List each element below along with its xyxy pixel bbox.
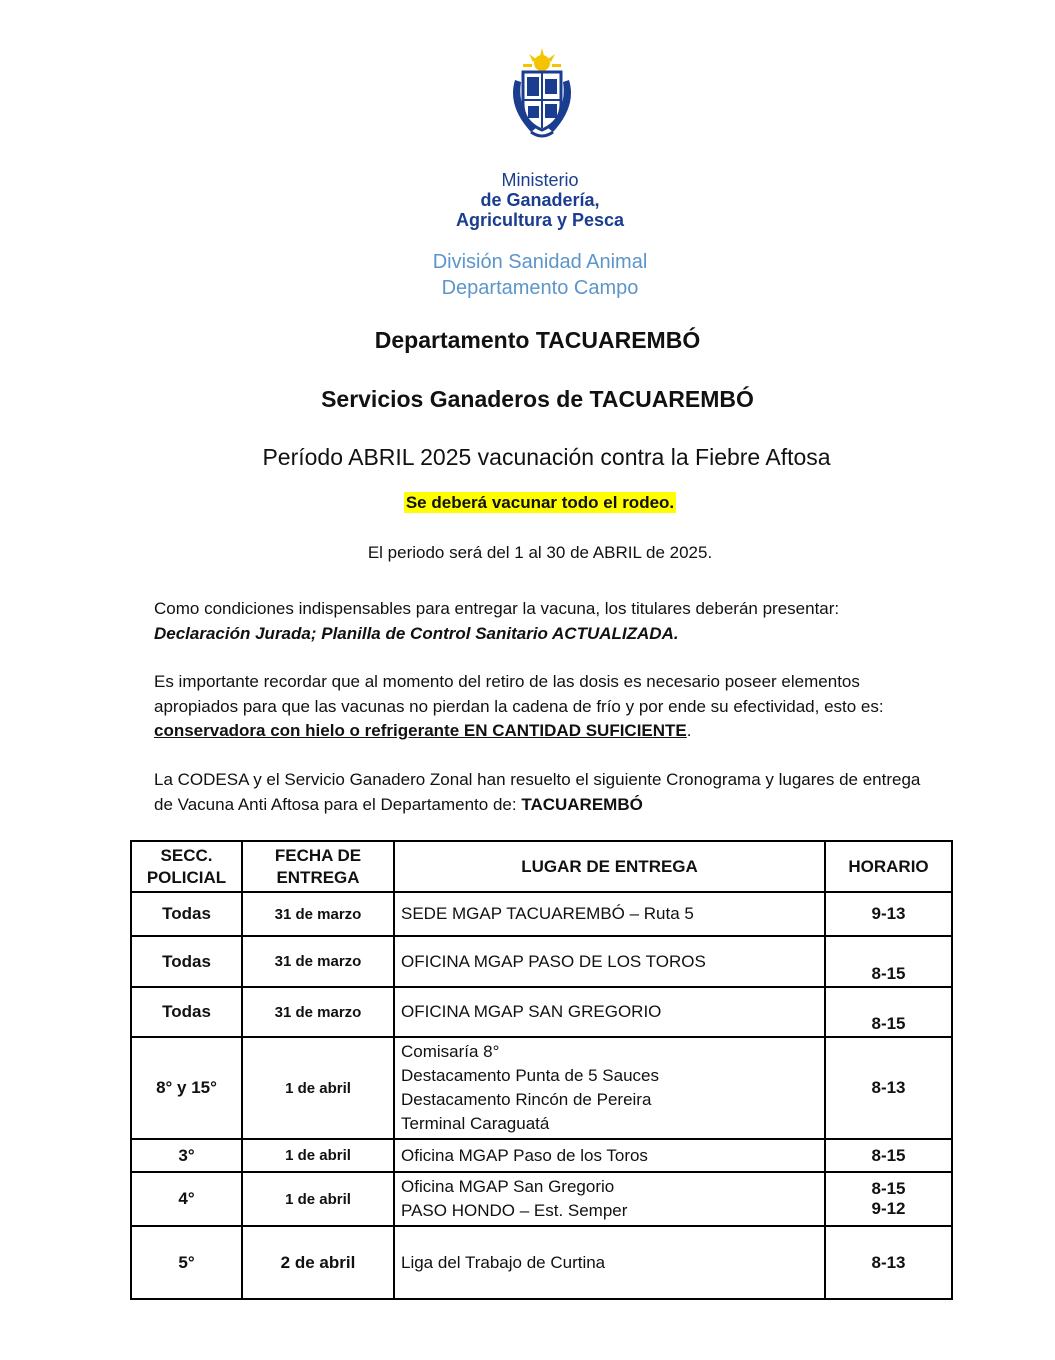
lugar-line: Oficina MGAP San Gregorio xyxy=(401,1177,615,1196)
cell-horario: 8-15 xyxy=(825,987,952,1037)
cell-fecha: 1 de abril xyxy=(242,1172,394,1226)
cell-fecha: 1 de abril xyxy=(242,1139,394,1172)
cell-lugar: Liga del Trabajo de Curtina xyxy=(394,1226,825,1299)
schedule-text: La CODESA y el Servicio Ganadero Zonal han resuelto el siguiente Cronograma y lugares de entrega de Vacuna Anti Aftosa para el Departamento de: xyxy=(154,770,921,814)
cell-horario: 8-15 xyxy=(825,1139,952,1172)
header-lugar: LUGAR DE ENTREGA xyxy=(394,841,825,892)
schedule-table xyxy=(130,840,953,1300)
table-row xyxy=(131,1037,952,1139)
cell-fecha: 31 de marzo xyxy=(242,892,394,936)
lugar-line: Terminal Caraguatá xyxy=(401,1114,550,1133)
cell-secc: 5° xyxy=(131,1226,242,1299)
lugar-line: Destacamento Rincón de Pereira xyxy=(401,1090,652,1109)
schedule-department: TACUAREMBÓ xyxy=(521,794,643,814)
lugar-line: Comisaría 8° xyxy=(401,1042,500,1061)
cell-lugar: SEDE MGAP TACUAREMBÓ – Ruta 5 xyxy=(394,892,825,936)
cell-secc: Todas xyxy=(131,936,242,987)
ministry-line-1: Ministerio xyxy=(501,170,579,190)
cold-chain-requirement: conservadora con hielo o refrigerante EN CANTIDAD SUFICIENTE xyxy=(154,721,687,740)
cell-horario: 8-13 xyxy=(825,1226,952,1299)
cell-fecha: 31 de marzo xyxy=(242,987,394,1037)
lugar-line: PASO HONDO – Est. Semper xyxy=(401,1201,628,1220)
paragraph-cold-chain xyxy=(154,670,934,744)
cell-horario: 8-15 xyxy=(825,936,952,987)
ministry-line-3: Agricultura y Pesca xyxy=(455,210,625,230)
period-title: Período ABRIL 2025 vacunación contra la Fiebre Aftosa xyxy=(262,444,831,470)
table-row xyxy=(131,987,952,1037)
header-fecha: FECHA DE ENTREGA xyxy=(242,841,394,892)
horario-line: 8-15 xyxy=(871,1179,906,1198)
lugar-line: Destacamento Punta de 5 Sauces xyxy=(401,1066,659,1085)
cell-lugar: OFICINA MGAP SAN GREGORIO xyxy=(394,987,825,1037)
cold-chain-text: Es importante recordar que al momento del retiro de las dosis es necesario poseer elementos apropiados para que las vacunas no pierdan la cadena de frío y por ende su efectividad, esto es: xyxy=(154,672,884,716)
cell-horario xyxy=(825,1172,952,1226)
table-row xyxy=(131,1139,952,1172)
cell-secc: Todas xyxy=(131,892,242,936)
cell-fecha: 1 de abril xyxy=(242,1037,394,1139)
highlight-note: Se deberá vacunar todo el rodeo. xyxy=(405,493,675,512)
cell-fecha: 31 de marzo xyxy=(242,936,394,987)
ministry-name xyxy=(430,170,650,230)
cell-lugar: OFICINA MGAP PASO DE LOS TOROS xyxy=(394,936,825,987)
cell-lugar: Oficina MGAP Paso de los Toros xyxy=(394,1139,825,1172)
table-row xyxy=(131,1172,952,1226)
cold-chain-end: . xyxy=(686,721,692,740)
cell-secc: Todas xyxy=(131,987,242,1037)
cell-fecha: 2 de abril xyxy=(242,1226,394,1299)
cell-horario: 9-13 xyxy=(825,892,952,936)
cell-lugar xyxy=(394,1037,825,1139)
coat-of-arms-icon xyxy=(501,46,583,142)
paragraph-conditions xyxy=(154,597,934,646)
department-title: Departamento TACUAREMBÓ xyxy=(374,327,701,353)
ministry-line-2: de Ganadería, xyxy=(480,190,600,210)
division-block xyxy=(380,249,700,301)
conditions-text: Como condiciones indispensables para entregar la vacuna, los titulares deberán presentar: xyxy=(154,599,840,618)
horario-line: 9-12 xyxy=(871,1199,906,1218)
header-secc: SECC. POLICIAL xyxy=(131,841,242,892)
cell-lugar xyxy=(394,1172,825,1226)
highlight-note-wrap xyxy=(0,493,1055,513)
table-row xyxy=(131,892,952,936)
table-row xyxy=(131,1226,952,1299)
services-title: Servicios Ganaderos de TACUAREMBÓ xyxy=(321,386,754,412)
table-row xyxy=(131,936,952,987)
division-name: División Sanidad Animal xyxy=(432,251,648,273)
table-header-row xyxy=(131,841,952,892)
period-dates: El periodo será del 1 al 30 de ABRIL de 2025. xyxy=(367,543,713,562)
header-horario: HORARIO xyxy=(825,841,952,892)
paragraph-schedule xyxy=(154,768,934,817)
cell-secc: 4° xyxy=(131,1172,242,1226)
cell-horario: 8-13 xyxy=(825,1037,952,1139)
cell-secc: 3° xyxy=(131,1139,242,1172)
cell-secc: 8° y 15° xyxy=(131,1037,242,1139)
department-name: Departamento Campo xyxy=(441,277,639,299)
conditions-required-docs: Declaración Jurada; Planilla de Control Sanitario ACTUALIZADA. xyxy=(154,623,679,643)
